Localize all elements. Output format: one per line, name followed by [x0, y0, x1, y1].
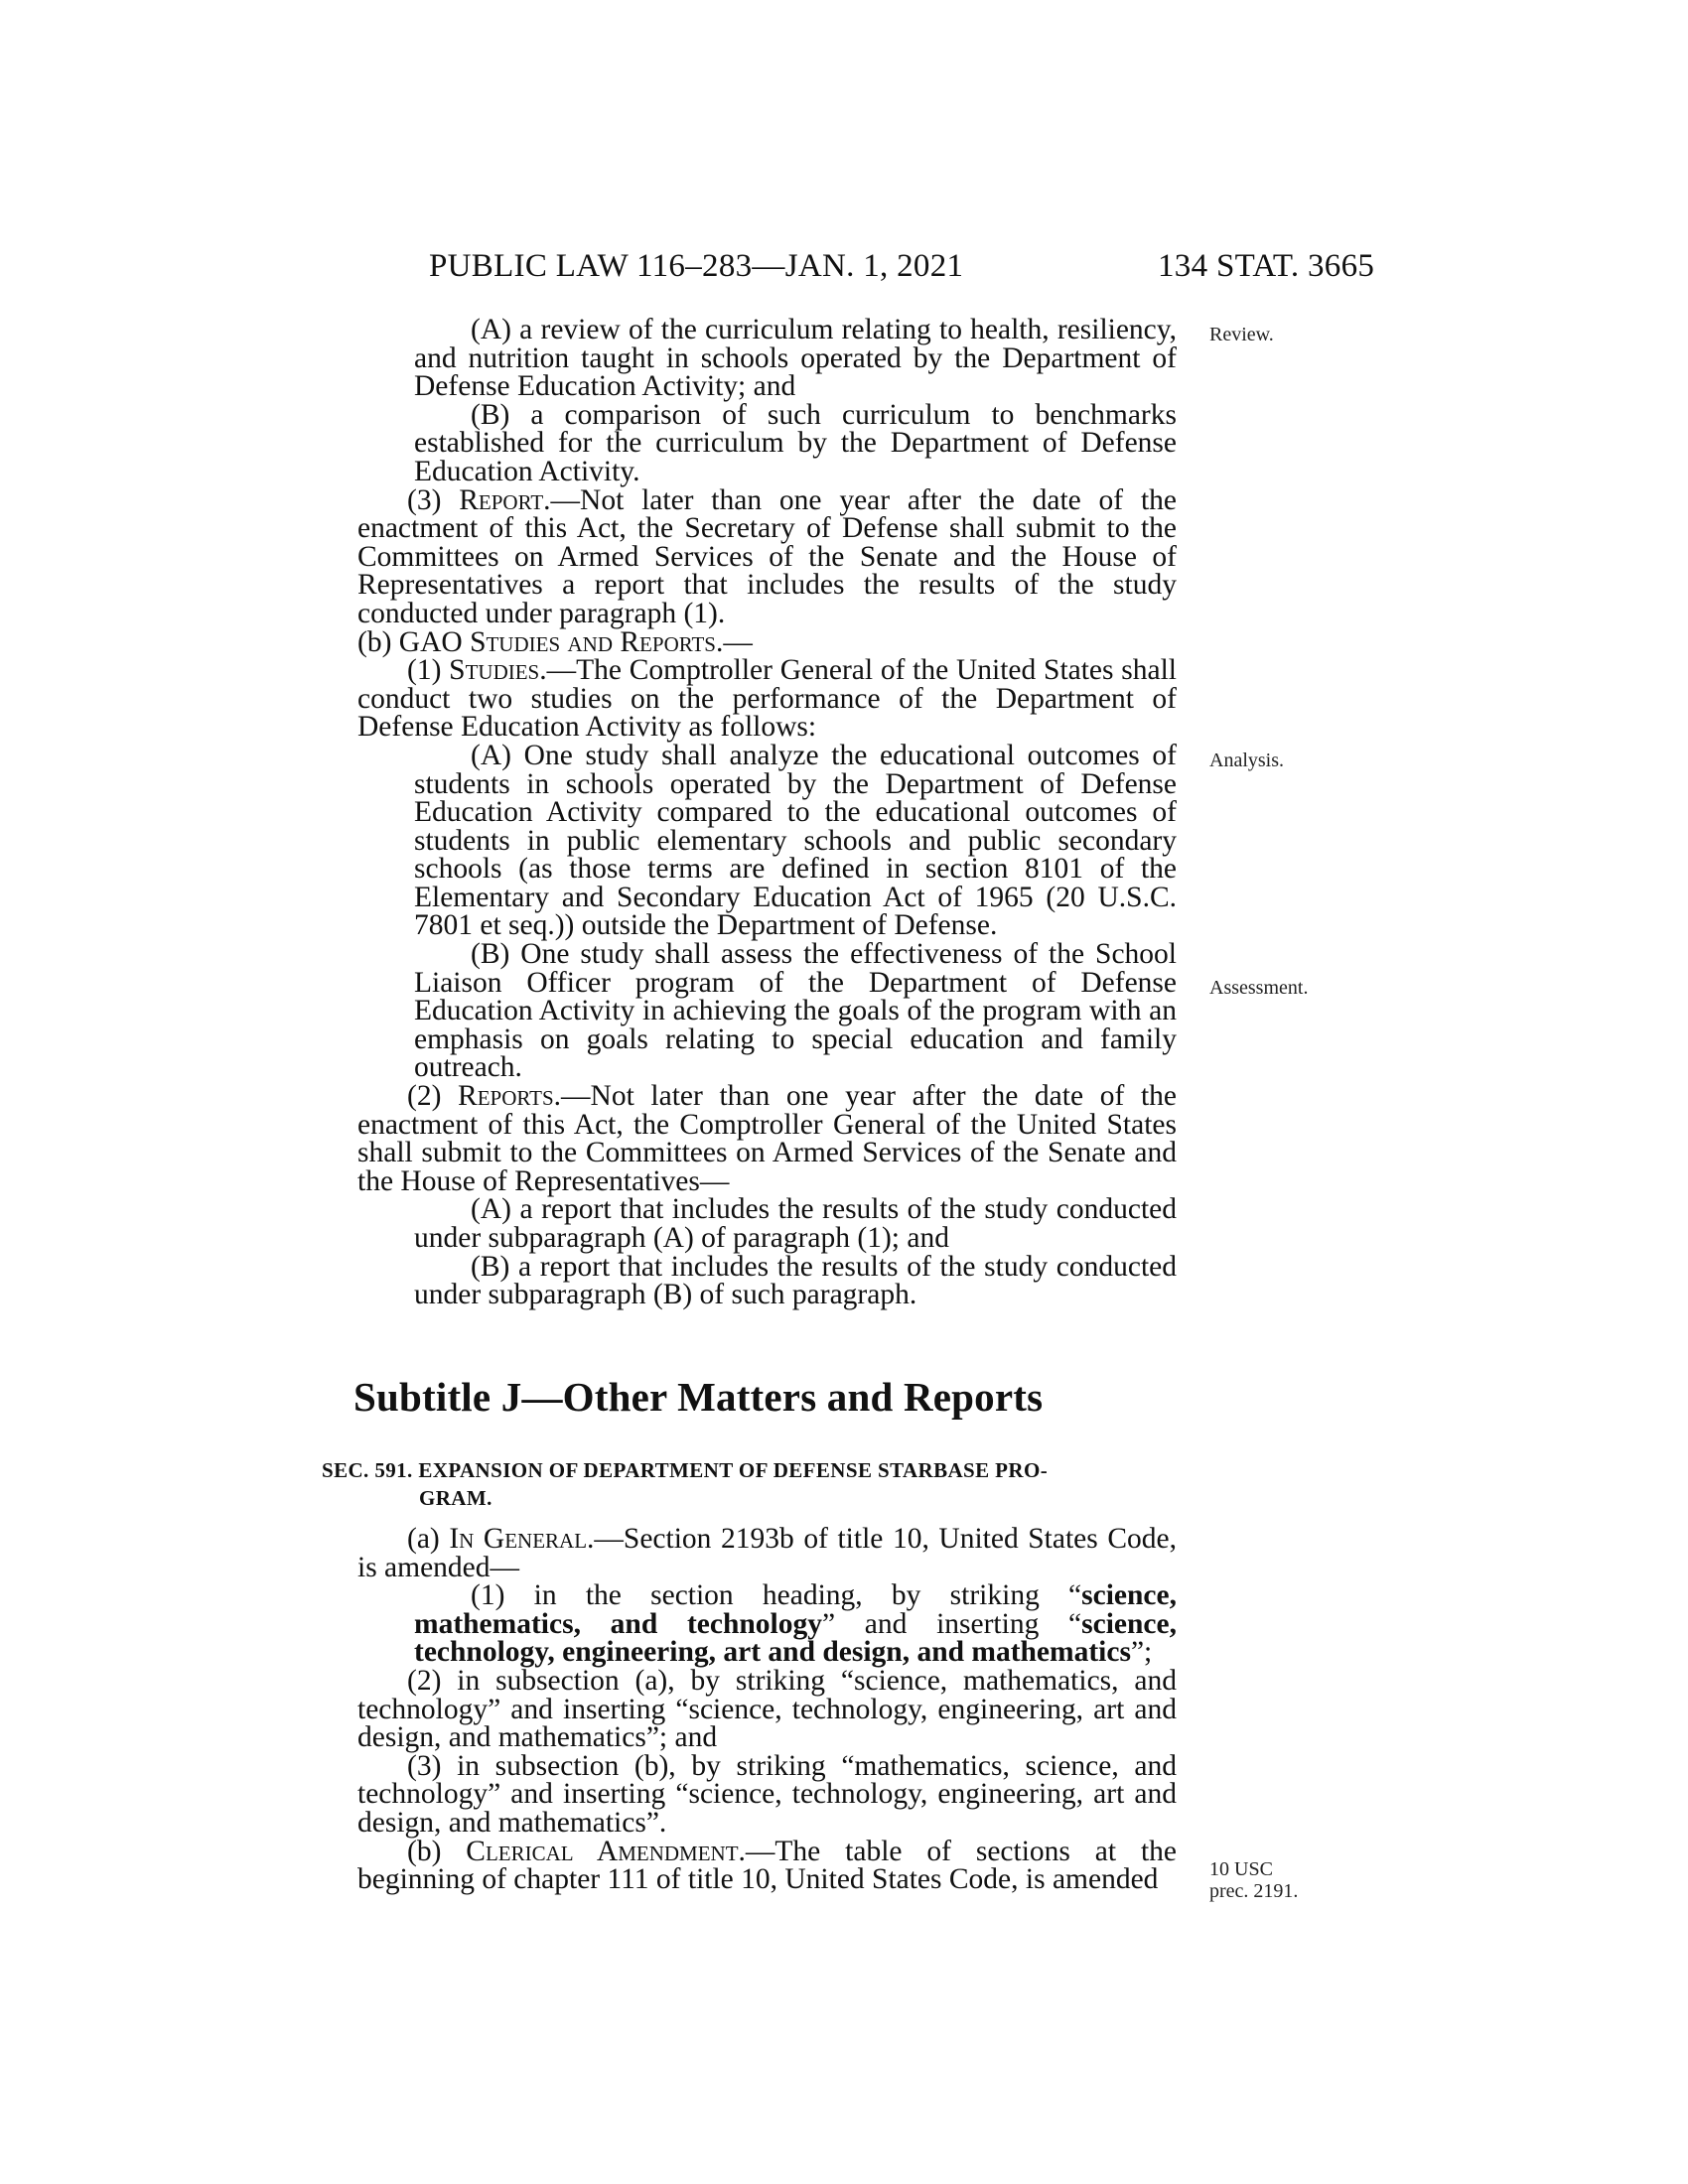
- section-heading-line1: SEC. 591. EXPANSION OF DEPARTMENT OF DEFENSE STARBASE PRO-: [322, 1458, 1049, 1482]
- paragraph-b2-label: (2): [407, 1080, 459, 1113]
- section-paragraph-a3: (3) in subsection (b), by striking “mathematics, science, and technology” and inserting “science, technology, engineering, art and design, and mathematics”.: [357, 1749, 1177, 1839]
- body-text-section-591: [357, 1525, 1177, 1894]
- paragraph-b1-label: (1): [407, 654, 450, 687]
- section-a-heading: In General: [449, 1523, 588, 1555]
- margin-note-analysis: Analysis.: [1209, 750, 1284, 771]
- section-b-text: .—The table of sections at the beginning of chapter 111 of title 10, United States Code, is amended: [357, 1835, 1177, 1896]
- section-paragraph-b: [357, 1835, 1177, 1896]
- paragraph-a3-heading: Report: [459, 483, 544, 516]
- margin-note-usc-citation: [1209, 1858, 1298, 1902]
- section-a-text: .—Section 2193b of title 10, United States Code, is amended—: [357, 1523, 1177, 1583]
- paragraph-a3-label: (3): [407, 483, 460, 516]
- section-paragraph-a2: (2) in subsection (a), by striking “science, mathematics, and technology” and inserting “science, technology, engineering, art and design, and mathematics”; and: [357, 1664, 1177, 1754]
- paragraph-a2B: (B) a comparison of such curriculum to benchmarks established for the curriculum by the Department of Defense Education Activity.: [414, 398, 1177, 487]
- paragraph-b1B: (B) One study shall assess the effectiveness of the School Liaison Officer program of the Department of Defense Education Activity in achieving the goals of the program with an emphasis on goals relating to special education and family outreach.: [414, 938, 1177, 1084]
- subsection-b-heading: [357, 625, 1177, 658]
- paragraph-b1: [357, 656, 1177, 742]
- section-a1-post: ”;: [1130, 1636, 1153, 1669]
- running-header-law: PUBLIC LAW 116–283—JAN. 1, 2021: [429, 248, 964, 284]
- section-591-heading: [322, 1456, 1178, 1512]
- paragraph-b2A: (A) a report that includes the results of the study conducted under subparagraph (A) of paragraph (1); and: [414, 1193, 1177, 1254]
- section-b-heading: Clerical Amendment: [466, 1835, 739, 1867]
- section-a-label: (a): [407, 1523, 450, 1555]
- running-header-stat-page: 134 STAT. 3665: [1158, 248, 1375, 284]
- body-text-top: [357, 316, 1177, 1309]
- section-a1-mid: ” and inserting “: [821, 1607, 1082, 1640]
- section-a1-struck-term: science, mathematics, and technology: [414, 1579, 1177, 1640]
- subsection-b-tail: .—: [715, 625, 753, 658]
- paragraph-a3: [357, 483, 1177, 629]
- paragraph-b1-heading: Studies: [449, 654, 540, 687]
- paragraph-a3-text: .—Not later than one year after the date of the enactment of this Act, the Secretary of Defense shall submit to the Committees on Armed Services of the Senate and the House of Representatives a report that includes the results of the study conducted under paragraph (1).: [357, 483, 1177, 629]
- paragraph-b1A: (A) One study shall analyze the educational outcomes of students in schools operated by the Department of Defense Education Activity compared to the educational outcomes of students in public elementary schools and public secondary schools (as those terms are defined in section 8101 of the Elementary and Secondary Education Act of 1965 (20 U.S.C. 7801 et seq.)) outside the Department of Defense.: [414, 739, 1177, 942]
- section-paragraph-a: [357, 1525, 1177, 1581]
- paragraph-b1-text: .—The Comptroller General of the United States shall conduct two studies on the performance of the Department of Defense Education Activity as follows:: [357, 654, 1177, 744]
- margin-note-assessment: Assessment.: [1209, 977, 1309, 999]
- margin-note-usc-line1: 10 USC: [1209, 1858, 1273, 1880]
- paragraph-b2-text: .—Not later than one year after the date of the enactment of this Act, the Comptroller General of the United States shall submit to the Committees on Armed Services of the Senate and the House of Representatives—: [357, 1080, 1177, 1197]
- subsection-b-title: GAO Studies and Reports: [398, 625, 716, 658]
- section-a1-pre: (1) in the section heading, by striking “: [471, 1579, 1082, 1612]
- paragraph-b2: [357, 1082, 1177, 1195]
- paragraph-b2B: (B) a report that includes the results of the study conducted under subparagraph (B) of such paragraph.: [414, 1250, 1177, 1311]
- paragraph-b2-heading: Reports: [458, 1080, 554, 1113]
- subtitle-heading: Subtitle J—Other Matters and Reports: [353, 1374, 1044, 1420]
- section-a1-inserted-term: science, technology, engineering, art and design, and mathematics: [414, 1607, 1177, 1669]
- paragraph-a2A: (A) a review of the curriculum relating to health, resiliency, and nutrition taught in schools operated by the Department of Defense Education Activity; and: [414, 314, 1177, 403]
- margin-note-review: Review.: [1209, 324, 1274, 345]
- subsection-b-label: (b): [357, 625, 399, 658]
- section-paragraph-a1: [357, 1581, 1177, 1667]
- section-b-label: (b): [407, 1835, 467, 1867]
- section-heading-line2: GRAM.: [419, 1486, 492, 1510]
- margin-note-usc-line2: prec. 2191.: [1209, 1880, 1299, 1902]
